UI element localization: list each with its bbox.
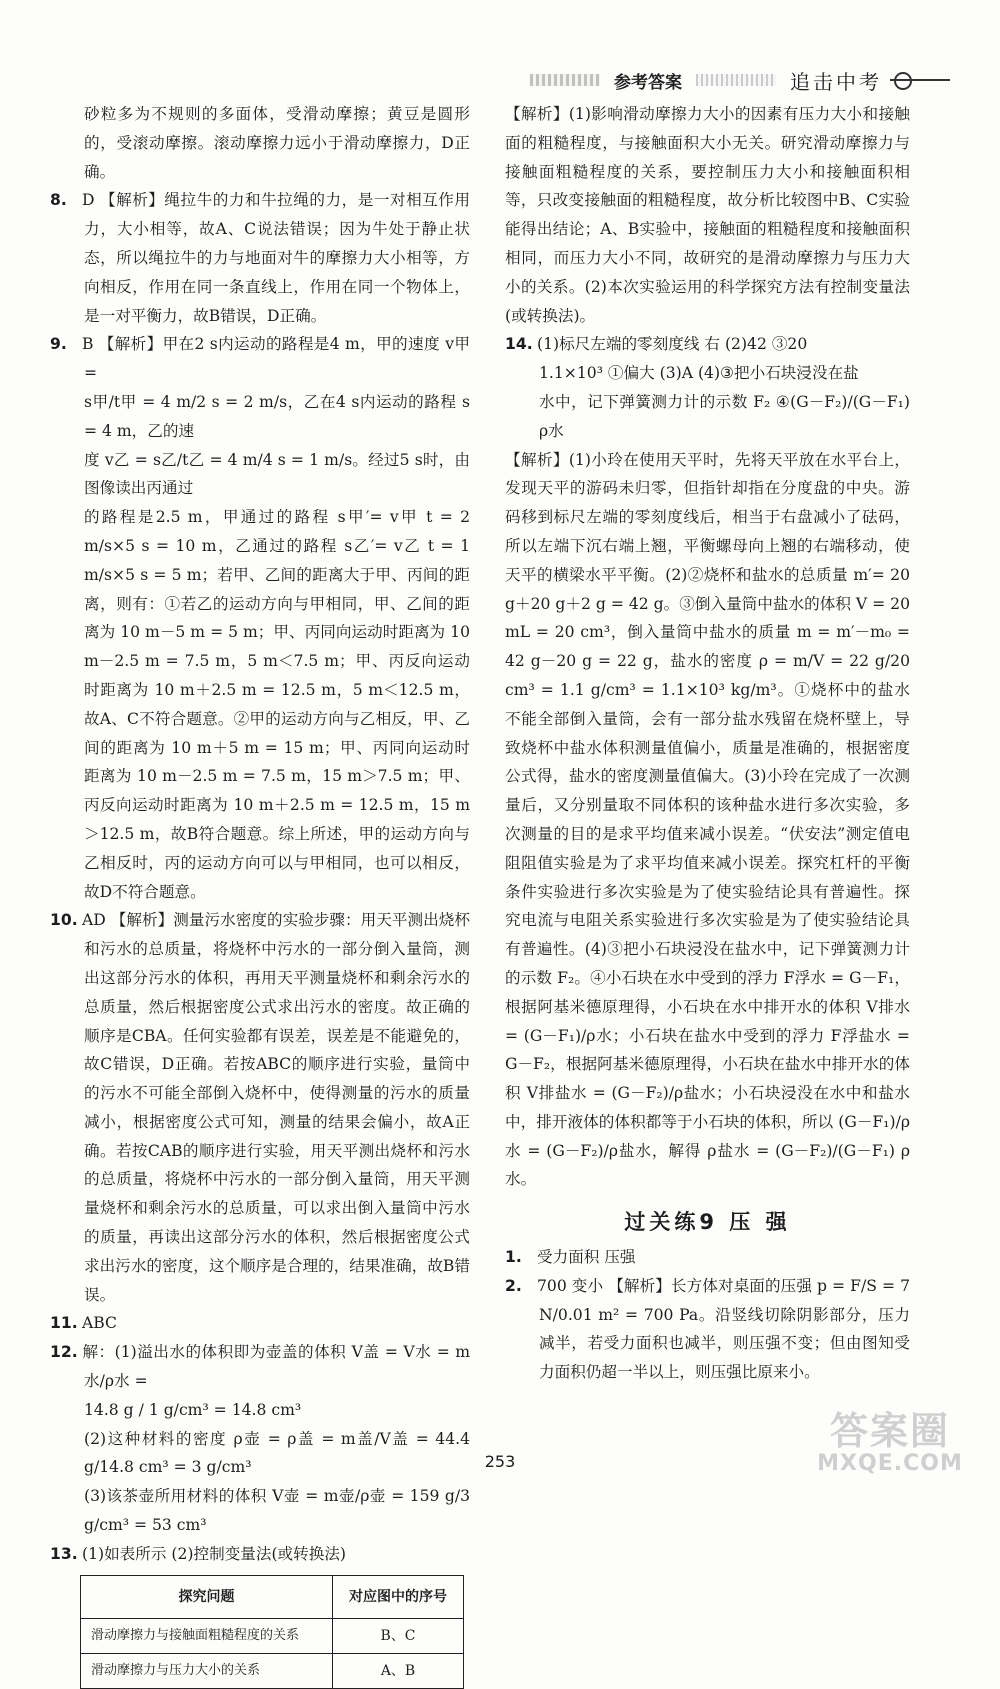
answer-number: 1. [505,1248,522,1267]
right-column [505,100,910,1387]
table-cell: 滑动摩擦力与接触面粗糙程度的关系 [81,1618,333,1653]
table-cell: A、B [333,1653,464,1688]
answer-9-eq2: 度 v乙 = s乙/t乙 = 4 m/4 s = 1 m/s。经过5 s时，由图像读出丙通过 [84,450,470,498]
answer-9-text-b: 的路程是2.5 m，甲通过的路程 s甲′= v甲 t = 2 m/s×5 s = 10 m，乙通过的路程 s乙′= v乙 t = 1 m/s×5 s = 5 m；若甲、乙间的距离大于甲、丙间的距离，则有：①若乙的运动方向与甲相同，甲、乙间的距离为 10 m－5 m = 5 m；甲、丙同向运动时距离为 10 m－2.5 m = 7.5 m，5 m＜7.5 m；甲、丙反向运动时距离为 10 m＋2.5 m = 12.5 m，5 m＜12.5 m，故A、C不符合题意。②甲的运动方向与乙相反，甲、乙间的距离为 10 m＋5 m = 15 m；甲、丙同向运动时距离为 10 m－2.5 m = 7.5 m，15 m＞7.5 m；甲、丙反向运动时距离为 10 m＋2.5 m = 12.5 m，15 m＞12.5 m，故B符合题意。综上所述，甲的运动方向与乙相反时，丙的运动方向可以与甲相同，也可以相反，故D不符合题意。 [84,508,470,901]
answer-10-text: AD 【解析】测量污水密度的实验步骤：用天平测出烧杯和污水的总质量，将烧杯中污水的一部分倒入量筒，测出这部分污水的体积，再用天平测量烧杯和剩余污水的总质量，然后根据密度公式求出污水的密度。故正确的顺序是CBA。任何实验都有误差，误差是不能避免的，故C错误，D正确。若按ABC的顺序进行实验，量筒中的污水不可能全部倒入烧杯中，使得测量的污水的质量减小，根据密度公式可知，测量的结果会偏小，故A正确。若按CAB的顺序进行实验，用天平测出烧杯和污水的总质量，将烧杯中污水的一部分倒入量筒，用天平测量烧杯和剩余污水的总质量，可以求出倒入量筒中污水的质量，再读出这部分污水的体积，然后根据密度公式求出污水的密度，这个顺序是合理的，结果准确，故B错误。 [82,911,470,1304]
answer-14-text-b: 1.1×10³ ①偏大 (3)A (4)③把小石块浸没在盐 [539,364,859,383]
header-logo-icon [890,70,950,90]
answer-14 [505,330,910,359]
answer-13-text: (1)如表所示 (2)控制变量法(或转换法) [82,1544,347,1563]
answer-9-eq1: s甲/t甲 = 4 m/2 s = 2 m/s，乙在4 s内运动的路程 s = 4 m，乙的速 [84,392,470,440]
answer-8-text: D 【解析】绳拉牛的力和牛拉绳的力，是一对相互作用力，大小相等，故A、C说法错误；因为牛处于静止状态，所以绳拉牛的力与地面对牛的摩擦力大小相等，方向相反，作用在同一条直线上，作用在同一个物体上，是一对平衡力，故B错误，D正确。 [82,191,470,325]
table-cell: B、C [333,1618,464,1653]
answer-12 [50,1338,470,1396]
answer-10 [50,906,470,1309]
answer-13 [50,1540,470,1569]
page-number: 253 [484,1452,516,1471]
answer-9-text-a: B 【解析】甲在2 s内运动的路程是4 m，甲的速度 v甲 = [82,335,470,383]
answer-s2-text: 700 变小 【解析】长方体对桌面的压强 p = F/S = 7 N/0.01 m² = 700 Pa。沿竖线切除阴影部分，压力减半，若受力面积也减半，则压强不变；但由图知受力面积仍超一半以上，则压强比原来小。 [537,1276,910,1382]
table-cell: 滑动摩擦力与压力大小的关系 [81,1653,333,1688]
section-title: 过关练9 压 强 [624,1210,791,1235]
answer-s1-text: 受力面积 压强 [537,1248,636,1267]
watermark-line-1: 答案圈 [829,1409,950,1453]
table-row [81,1618,464,1653]
page-header [510,62,950,98]
answer-number: 2. [505,1276,522,1295]
answer-11 [50,1309,470,1338]
answer-number: 8. [50,191,67,210]
analysis-14: 【解析】(1)小玲在使用天平时，先将天平放在水平台上，发现天平的游码未归零，但指针却指在分度盘的中央。游码移到标尺左端的零刻度线后，相当于右盘减小了砝码，所以左端下沉右端上翘，平衡螺母向上翘的右端移动，使天平的横梁水平平衡。(2)②烧杯和盐水的总质量 m′= 20 g＋20 g＋2 g = 42 g。③倒入量筒中盐水的体积 V = 20 mL = 20 cm³，倒入量筒中盐水的质量 m = m′－m₀ = 42 g－20 g = 22 g，盐水的密度 ρ = m/V = 22 g/20 cm³ = 1.1 g/cm³ = 1.1×10³ kg/m³。①烧杯中的盐水不能全部倒入量筒，会有一部分盐水残留在烧杯壁上，导致烧杯中盐水体积测量值偏小，质量是准确的，根据密度公式得，盐水的密度测量值偏大。(3)小玲在完成了一次测量后，又分别量取不同体积的该种盐水进行多次实验，多次测量的目的是求平均值来减小误差。“伏安法”测定值电阻阻值实验是为了求平均值来减小误差。探究杠杆的平衡条件实验进行多次实验是为了使实验结论具有普遍性。探究电流与电阻关系实验进行多次实验是为了使实验结论具有普遍性。(4)③把小石块浸没在盐水中，记下弹簧测力计的示数 F₂。④小石块在水中受到的浮力 F浮水 = G－F₁，根据阿基米德原理得，小石块在水中排开水的体积 V排水 = (G－F₁)/ρ水；小石块在盐水中受到的浮力 F浮盐水 = G－F₂，根据阿基米德原理得，小石块在盐水中排开水的体积 V排盐水 = (G－F₂)/ρ盐水；小石块浸没在水中和盐水中，排开液体的体积都等于小石块的体积，所以 (G－F₁)/ρ水 = (G－F₂)/ρ盐水，解得 ρ盐水 = (G－F₂)/(G－F₁) ρ水。 [505,450,910,1189]
answer-9 [50,330,470,388]
table-header-cell: 对应图中的序号 [333,1575,464,1618]
left-column [50,100,470,1689]
answer-12-eq2: (2)这种材料的密度 ρ壶 = ρ盖 = m盖/V盖 = 44.4 g/14.8 cm³ = 3 g/cm³ [84,1429,470,1477]
answer-12-eq1: 14.8 g / 1 g/cm³ = 14.8 cm³ [84,1400,302,1419]
analysis-13: 【解析】(1)影响滑动摩擦力大小的因素有压力大小和接触面的粗糙程度，与接触面积大小无关。研究滑动摩擦力与接触面粗糙程度的关系，要控制压力大小和接触面积相等，只改变接触面的粗糙程度，故分析比较图中B、C实验能得出结论；A、B实验中，接触面的粗糙程度和接触面积相同，而压力大小不同，故研究的是滑动摩擦力与压力大小的关系。(2)本次实验运用的科学探究方法有控制变量法(或转换法)。 [505,105,910,325]
answer-14-text-c: 水中，记下弹簧测力计的示数 F₂ ④(G－F₂)/(G－F₁) ρ水 [539,392,910,440]
header-reference-label: 参考答案 [614,72,682,93]
table-header-row [81,1575,464,1618]
answer-12-eq3: (3)该茶壶所用材料的体积 V壶 = m壶/ρ壶 = 159 g/3 g/cm³ = 53 cm³ [84,1487,470,1535]
answer-8 [50,186,470,330]
answer-number: 11. [50,1314,78,1333]
watermark-line-2: MXQE.COM [817,1451,963,1476]
answer-13-table [80,1575,464,1689]
table-row [81,1653,464,1688]
table-header-cell: 探究问题 [81,1575,333,1618]
header-decoration [530,74,600,86]
answer-s2 [505,1272,910,1387]
answer-number: 13. [50,1544,78,1563]
answer-number: 10. [50,911,78,930]
watermark-logo [800,1400,980,1482]
answer-s1 [505,1243,910,1272]
header-series-title: 追击中考 [790,69,882,94]
answer-number: 12. [50,1343,78,1362]
header-decoration-2 [696,74,776,86]
answer-number: 9. [50,335,67,354]
paragraph-continued: 砂粒多为不规则的多面体，受滑动摩擦；黄豆是圆形的，受滚动摩擦。滚动摩擦力远小于滑动摩擦力，D正确。 [84,105,470,181]
answer-11-text: ABC [82,1314,117,1333]
answer-14-text-a: (1)标尺左端的零刻度线 右 (2)42 ③20 [537,335,808,354]
answer-12-text: 解：(1)溢出水的体积即为壶盖的体积 V盖 = V水 = m水/ρ水 = [82,1343,470,1391]
answer-number: 14. [505,335,533,354]
